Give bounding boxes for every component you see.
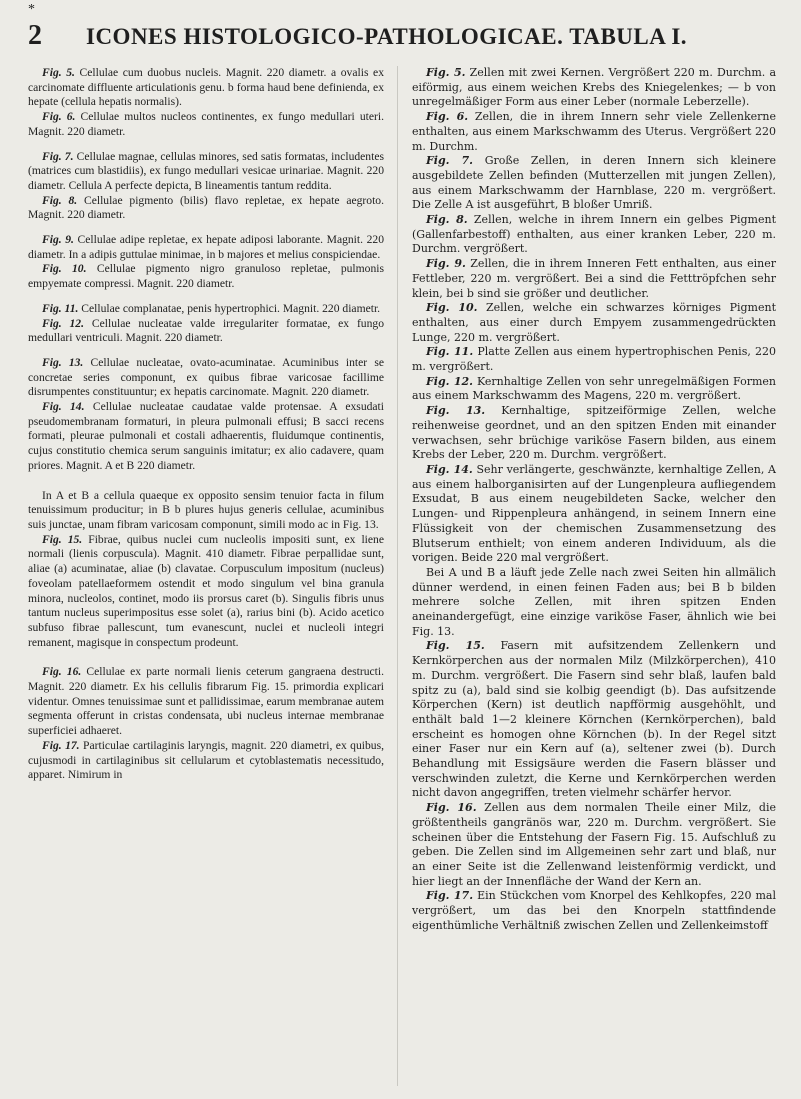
latin-paragraph [28,317,384,346]
paragraph-text: Cellulae cum duobus nucleis. Magnit. 220 diametr. a ovalis ex carcinomate diffluente articulationis genu. b forma haud bene definienda, ex hepate (cellula hepatis normalis). [28,66,384,109]
paragraph-text: Bei A und B a läuft jede Zelle nach zwei Seiten hin allmälich dünner werdend, in einen feinen Faden aus; bei B b bilden mehrere solche Zellen, mit ihren spitzen Enden aneinandergefügt, eine einzige variköse Faser, ähnlich wie bei Fig. 13. [412,565,776,638]
paragraph-text: Zellen mit zwei Kernen. Vergrößert 220 m. Durchm. a eiförmig, aus einem weichen Krebs des Kniegelenkes; — b von unregelmäßiger Form aus einer Leber (normale Leberzelle). [412,66,777,109]
figure-label: Fig. 10. [426,301,478,315]
latin-paragraph [28,262,384,291]
paragraph-text: Zellen, welche ein schwarzes körniges Pigment enthalten, aus einer durch Empyem zusammengedrückten Lunge, 220 m. vergrößert. [412,301,776,344]
german-column [412,66,776,933]
paragraph-text: In A et B a cellula quaeque ex opposito sensim tenuior facta in filum tenuissimum producitur; in B b plures hujus generis cellulae, acuminibus suis junctae, unam fibram varicosam componunt, simili modo ac in Fig. 13. [28,488,384,531]
page-header [28,2,778,54]
figure-label: Fig. 13. [426,404,486,418]
latin-paragraph [28,233,384,262]
figure-label: Fig. 6. [426,110,469,124]
paragraph-text: Cellulae nucleatae valde irregulariter formatae, ex fungo medullari ventriculi. Magnit. 220 diametr. [28,316,384,345]
latin-paragraph [28,150,384,194]
german-paragraph [412,213,776,257]
paragraph-text: Cellulae pigmento (bilis) flavo repletae, ex hepate aegroto. Magnit. 220 diametr. [28,193,384,222]
figure-label: Fig. 7. [426,154,474,168]
german-paragraph [412,301,776,345]
paragraph-text: Sehr verlängerte, geschwänzte, kernhaltige Zellen, A aus einem halborganisirten auf der Lungenpleura aufliegendem Exsudat, B aus einem neugebildeten Sacke, welcher den Lungen- und Rippenpleura anhängend, in seinem Innern eine Flüssigkeit von der chemischen Zusammensetzung des Blutserum enthielt; von einem anderen Individuum, als die vorigen. Beide 220 mal vergrößert. [412,462,776,565]
german-paragraph [412,345,776,374]
latin-paragraph [28,739,384,783]
latin-paragraph [28,356,384,400]
paragraph-text: Cellulae pigmento nigro granuloso repletae, pulmonis empyemate compressi. Magnit. 220 diametr. [28,262,384,291]
german-paragraph [412,257,776,301]
paragraph-text: Zellen, welche in ihrem Innern ein gelbes Pigment (Gallenfarbestoff) enthalten, aus einer kranken Leber, 220 m. Durchm. vergrößert. [412,213,776,256]
paragraph-text: Cellulae adipe repletae, ex hepate adiposi laborante. Magnit. 220 diametr. In a adipis guttulae minimae, in b majores et melius conspiciendae. [28,233,384,261]
figure-label: Fig. 12. [42,316,85,330]
latin-paragraph [28,302,384,317]
figure-label: Fig. 15. [42,532,83,546]
latin-paragraph [28,533,384,651]
paragraph-text: Zellen aus dem normalen Theile einer Milz, die größtentheils gangränös war, 220 m. Durchm. vergrößert. Sie scheinen über die Entstehung der Fasern Fig. 15. Aufschluß zu geben. Die Zellen sind im Allgemeinen sehr zart und blaß, nur an einer Seite ist die Zellenwand leistenförmig verdickt, und hier liegt an der Innenfläche der Wand der Kern an. [412,801,776,888]
running-title: ICONES HISTOLOGICO-PATHOLOGICAE. TABULA I. [86,24,688,49]
figure-label: Fig. 9. [426,257,466,271]
paragraph-text: Zellen, die in ihrem Innern sehr viele Zellenkerne enthalten, aus einem Markschwamm des Uterus. Vergrößert 220 m. Durchm. [412,110,777,153]
paragraph-text: Ein Stückchen vom Knorpel des Kehlkopfes, 220 mal vergrößert, um das bei den Knorpeln stattfindende eigenthümliche Verhältniß zwischen Zellen und Zellenkeimstoff [412,889,776,932]
figure-label: Fig. 17. [42,738,80,752]
german-paragraph [412,110,776,154]
german-paragraph [412,375,776,404]
paragraph-text: Particulae cartilaginis laryngis, magnit. 220 diametri, ex quibus, cujusmodi in cartilaginibus sit cellularum et cytoblastematis necessitudo, apparet. Nimirum in [28,738,384,782]
figure-label: Fig. 5. [426,66,466,79]
figure-label: Fig. 14. [42,400,85,414]
paragraph-text: Zellen, die in ihrem Inneren Fett enthalten, aus einer Fettleber, 220 m. vergrößert. Bei a sind die Fetttröpfchen sehr klein, bei b sind sie größer und deutlicher. [412,257,776,300]
paragraph-text: Fasern mit aufsitzendem Zellenkern und Kernkörperchen aus der normalen Milz (Milzkörperchen), 410 m. Durchm. vergrößert. Die Fasern sind sehr blaß, laufen bald spitz zu (a), bald sind sie kolbig geendigt (b). Das aufsitzende Körperchen (Kern) ist deutlich napfförmig ausgehöhlt, und enthält bald 1—2 kleinere Körnchen (Kernkörperchen), bald erscheint es homogen ohne Körnchen (b). In der Regel sitzt einer Faser nur ein Kern auf (a), seltener zwei (b). Durch Behandlung mit Essigsäure werden die Fasern blässer und verschwinden zuletzt, die Kerne und Kernkörperchen werden nicht davon angegriffen, treten vielmehr schärfer hervor. [412,639,776,800]
paragraph-text: Cellulae magnae, cellulas minores, sed satis formatas, includentes (matrices cum blastidiis), ex fungo medullari vesicae urinariae. Magnit. 220 diametr. Cellula A perfecte depicta, B lineamentis tantum reddita. [28,149,384,192]
german-paragraph [412,889,776,933]
figure-label: Fig. 8. [426,213,468,227]
figure-label: Fig. 11. [42,301,79,315]
figure-label: Fig. 16. [42,665,82,679]
latin-paragraph [28,400,384,474]
figure-label: Fig. 6. [42,110,76,124]
figure-label: Fig. 8. [42,193,78,207]
figure-label: Fig. 10. [42,262,87,276]
german-paragraph [412,463,776,566]
german-paragraph [412,154,776,213]
paragraph-text: Cellulae nucleatae, ovato-acuminatae. Acuminibus inter se concretae series componunt, ex quibus fibrae varicosae facillime disrumpentes constituuntur; ex hepatis carcinomate. Magnit. 220 diametr. [28,355,384,399]
figure-label: Fig. 7. [42,149,74,163]
figure-label: Fig. 16. [426,801,477,815]
figure-label: Fig. 5. [42,66,75,79]
latin-paragraph [28,665,384,739]
paragraph-text: Cellulae complanatae, penis hypertrophici. Magnit. 220 diametr. [78,301,381,315]
figure-label: Fig. 12. [426,374,473,388]
paragraph-text: Kernhaltige Zellen von sehr unregelmäßigen Formen aus einem Markschwamm des Magens, 220 m. vergrößert. [412,374,776,403]
paragraph-text: Cellulae ex parte normali lienis ceterum gangraena destructi. Magnit. 220 diametr. Ex his cellulis fibrarum Fig. 15. primordia explicari videntur. Omnes tenuissimae sunt et pallidissimae, earum membranae autem segmenta offerunt in cristas condensata, ubi nucleus internae membranae superficiei adhaeret. [28,665,384,738]
paragraph-text: Cellulae nucleatae caudatae valde protensae. A exsudati pseudomembranam formaturi, in pleura pulmonali effusi; B sacci recens formati, pleurae pulmonali et costali adhaerentis, fluidumque continentis, cujus constitutio chemica serum sanguinis imitatur; ex alio cadavere, quam priores. Magnit. A et B 220 diametr. [28,400,385,472]
figure-label: Fig. 14. [426,462,473,476]
paragraph-text: Fibrae, quibus nuclei cum nucleolis impositi sunt, ex liene normali (lienis corpuscula). Magnit. 410 diametr. Fibrae perpallidae sunt, aliae (a) acuminatae, aliae (b) clavatae. Corpusculum impositum (nucleus) foveolam patellaeformem ostendit et modo singulum vel bina granula minora, nucleolos, continet, modo iis prorsus caret (b). Singulis fibris unus tantum nucleus superimpositus esse solet (a), rarius bini (b). Acido acetico subfuso fibrae pallescunt, tum evanescunt, nuclei et nucleoli integri remanent, magisque in conspectum prodeunt. [28,532,384,649]
latin-paragraph [28,110,384,139]
page-number: 2 [28,20,42,51]
latin-paragraph [28,66,384,110]
column-divider [397,66,398,1086]
german-paragraph [412,404,776,463]
german-paragraph [412,639,776,801]
german-paragraph [412,66,776,110]
figure-label: Fig. 17. [426,889,474,903]
german-paragraph [412,566,776,640]
german-paragraph [412,801,776,889]
figure-label: Fig. 9. [42,233,74,247]
latin-paragraph [28,194,384,223]
figure-label: Fig. 13. [42,355,84,369]
page-mark: * [28,2,35,17]
latin-column [28,66,384,783]
figure-label: Fig. 15. [426,639,485,653]
paragraph-text: Große Zellen, in deren Innern sich kleinere ausgebildete Zellen befinden (Mutterzellen mit jungen Zellen), aus einem Markschwamm der Harnblase, 220 m. vergrößert. Die Zelle A ist ausgeführt, B bloßer Umriß. [412,154,776,212]
paragraph-text: Cellulae multos nucleos continentes, ex fungo medullari uteri. Magnit. 220 diametr. [28,110,384,138]
paragraph-text: Kernhaltige, spitzeiförmige Zellen, welche reihenweise geordnet, und an den spitzen Enden mit einander verwachsen, sehr brüchige variköse Fasern bilden, aus einem Krebs der Leber, 220 m. Durchm. vergrößert. [412,404,776,462]
latin-paragraph [28,489,384,533]
paragraph-text: Platte Zellen aus einem hypertrophischen Penis, 220 m. vergrößert. [412,345,776,374]
figure-label: Fig. 11. [426,345,474,359]
